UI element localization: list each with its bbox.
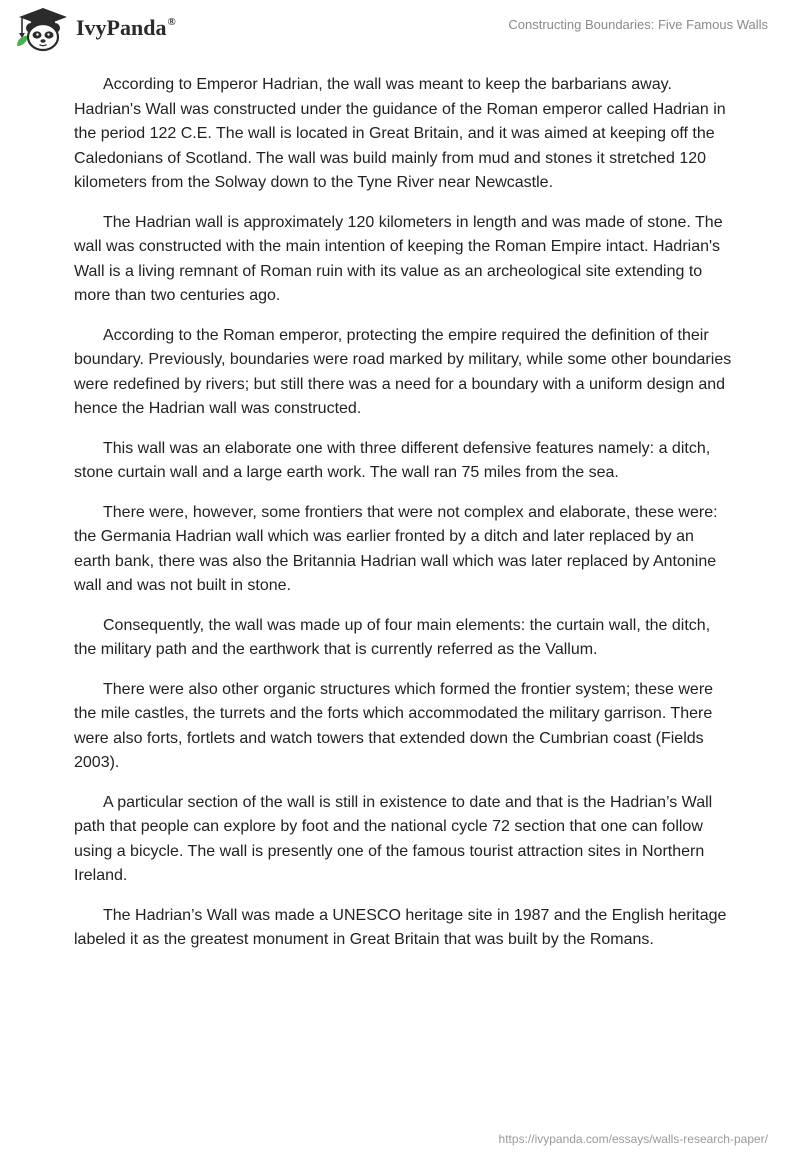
registered-mark: ® [167,16,176,28]
paragraph: There were, however, some frontiers that were not complex and elaborate, these were: the Germania Hadrian wall which was earlier fronted by a ditch and later replaced by an earth bank, there was also the Britannia Hadrian wall which was later replaced by Antonine wall and was not built in stone. [74,503,718,594]
brand-logo[interactable] [14,6,176,52]
document-title: Constructing Boundaries: Five Famous Walls [508,17,768,32]
source-url-link[interactable]: https://ivypanda.com/essays/walls-research-paper/ [498,1132,768,1146]
paragraph: There were also other organic structures which formed the frontier system; these were the mile castles, the turrets and the forts which accommodated the military garrison. There were also forts, fortlets and watch towers that extended down the Cumbrian coast (Fields 2003). [74,680,714,771]
paragraph: A particular section of the wall is still in existence to date and that is the Hadrian’s Wall path that people can explore by foot and the national cycle 72 section that one can follow using a bicycle. The wall is presently one of the famous tourist attraction sites in Northern Ireland. [74,793,713,884]
panda-graduate-icon [14,6,72,52]
essay-body [74,73,734,968]
paragraph: The Hadrian’s Wall was made a UNESCO heritage site in 1987 and the English heritage labeled it as the greatest monument in Great Britain that was built by the Romans. [74,906,727,948]
paragraph: According to the Roman emperor, protecting the empire required the definition of their boundary. Previously, boundaries were road marked by military, while some other boundaries were redefined by rivers; but still there was a need for a boundary with a uniform design and hence the Hadrian wall was constructed. [74,326,732,417]
brand-name: IvyPanda® [76,15,176,40]
paragraph: This wall was an elaborate one with three different defensive features namely: a ditch, stone curtain wall and a large earth work. The wall ran 75 miles from the sea. [74,439,711,481]
page-header [0,0,800,60]
paragraph: The Hadrian wall is approximately 120 kilometers in length and was made of stone. The wall was constructed with the main intention of keeping the Roman Empire intact. Hadrian's Wall is a living remnant of Roman ruin with its value as an archeological site extending to more than two centuries ago. [74,213,723,304]
paragraph: Consequently, the wall was made up of four main elements: the curtain wall, the ditch, the military path and the earthwork that is currently referred as the Vallum. [74,616,711,658]
paragraph: According to Emperor Hadrian, the wall was meant to keep the barbarians away. Hadrian's Wall was constructed under the guidance of the Roman emperor called Hadrian in the period 122 C.E. The wall is located in Great Britain, and it was aimed at keeping off the Caledonians of Scotland. The wall was build mainly from mud and stones it stretched 120 kilometers from the Solway down to the Tyne River near Newcastle. [74,76,726,191]
